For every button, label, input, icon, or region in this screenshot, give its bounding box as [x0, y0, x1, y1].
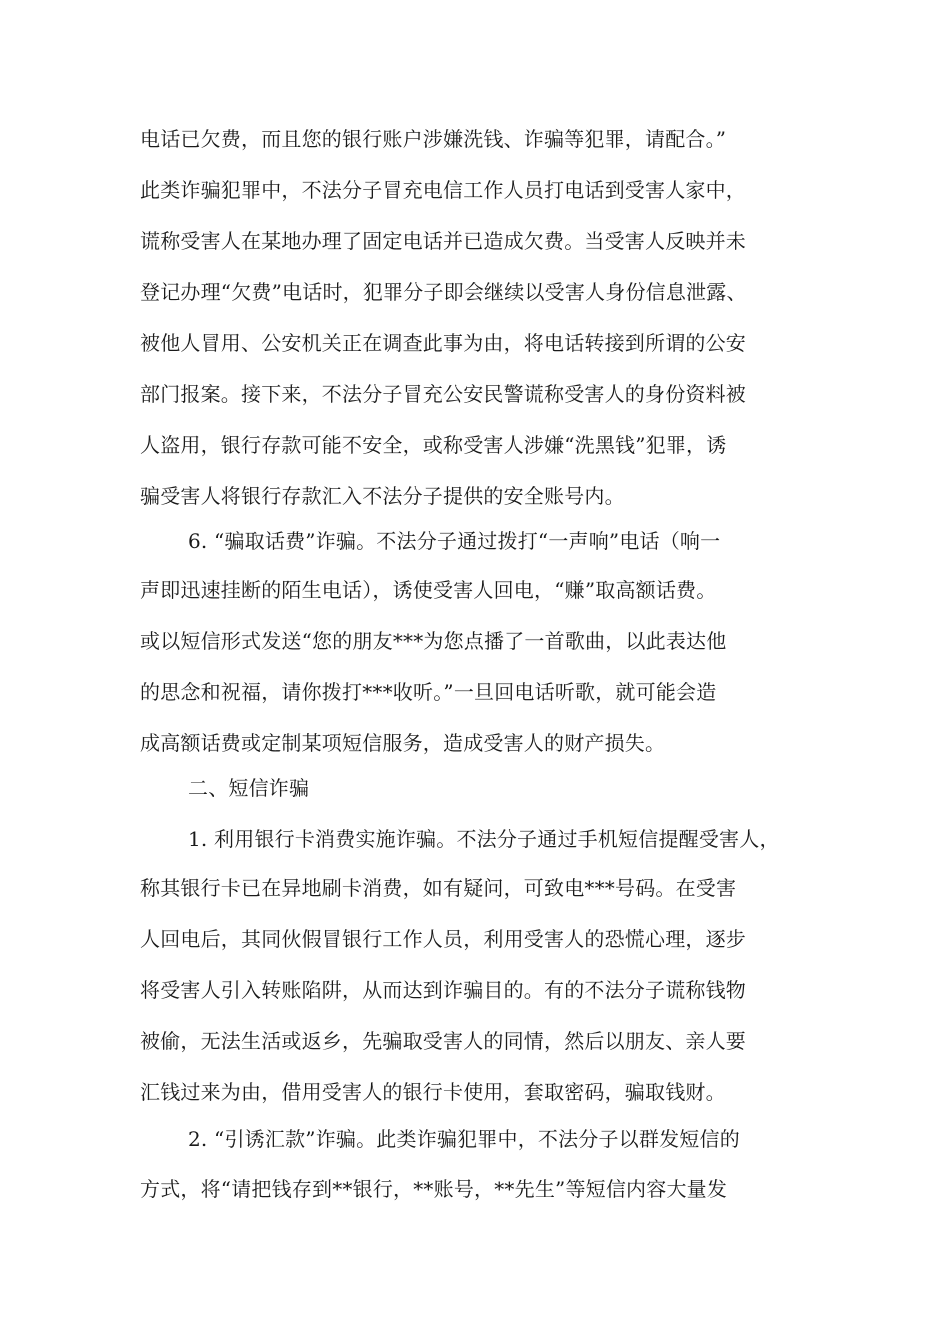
text-line: 被他人冒用、公安机关正在调查此事为由，将电话转接到所谓的公安: [140, 331, 746, 355]
text-line: 被偷，无法生活或返乡，先骗取受害人的同情，然后以朋友、亲人要: [140, 1029, 746, 1053]
text-line: 谎称受害人在某地办理了固定电话并已造成欠费。当受害人反映并未: [140, 229, 746, 253]
text-line: 电话已欠费，而且您的银行账户涉嫌洗钱、诈骗等犯罪，请配合。”: [140, 127, 727, 151]
section-heading: 二、短信诈骗: [188, 776, 310, 800]
text-line: 此类诈骗犯罪中，不法分子冒充电信工作人员打电话到受害人家中，: [140, 178, 746, 202]
paragraph-start-line: 1. 利用银行卡消费实施诈骗。不法分子通过手机短信提醒受害人，: [188, 827, 780, 851]
text-line: 汇钱过来为由，借用受害人的银行卡使用，套取密码，骗取钱财。: [140, 1080, 726, 1104]
paragraph-start-line: 6. “骗取话费”诈骗。不法分子通过拨打“一声响”电话（响一: [188, 529, 721, 553]
text-line: 将受害人引入转账陷阱，从而达到诈骗目的。有的不法分子谎称钱物: [140, 978, 746, 1002]
text-line: 部门报案。接下来，不法分子冒充公安民警谎称受害人的身份资料被: [140, 382, 746, 406]
text-line: 方式，将“请把钱存到**银行，**账号，**先生”等短信内容大量发: [140, 1177, 728, 1201]
text-line: 或以短信形式发送“您的朋友***为您点播了一首歌曲，以此表达他: [140, 629, 727, 653]
text-line: 的思念和祝福，请你拨打***收听。”一旦回电话听歌，就可能会造: [140, 680, 717, 704]
text-line: 声即迅速挂断的陌生电话），诱使受害人回电，“赚”取高额话费。: [140, 578, 717, 602]
text-line: 登记办理“欠费”电话时，犯罪分子即会继续以受害人身份信息泄露、: [140, 280, 747, 304]
text-line: 人回电后，其同伙假冒银行工作人员，利用受害人的恐慌心理，逐步: [140, 927, 746, 951]
paragraph-start-line: 2. “引诱汇款”诈骗。此类诈骗犯罪中，不法分子以群发短信的: [188, 1127, 740, 1151]
text-line: 人盗用，银行存款可能不安全，或称受害人涉嫌“洗黑钱”犯罪，诱: [140, 433, 727, 457]
text-line: 成高额话费或定制某项短信服务，造成受害人的财产损失。: [140, 731, 666, 755]
text-line: 骗受害人将银行存款汇入不法分子提供的安全账号内。: [140, 484, 625, 508]
text-line: 称其银行卡已在异地刷卡消费，如有疑问，可致电***号码。在受害: [140, 876, 737, 900]
